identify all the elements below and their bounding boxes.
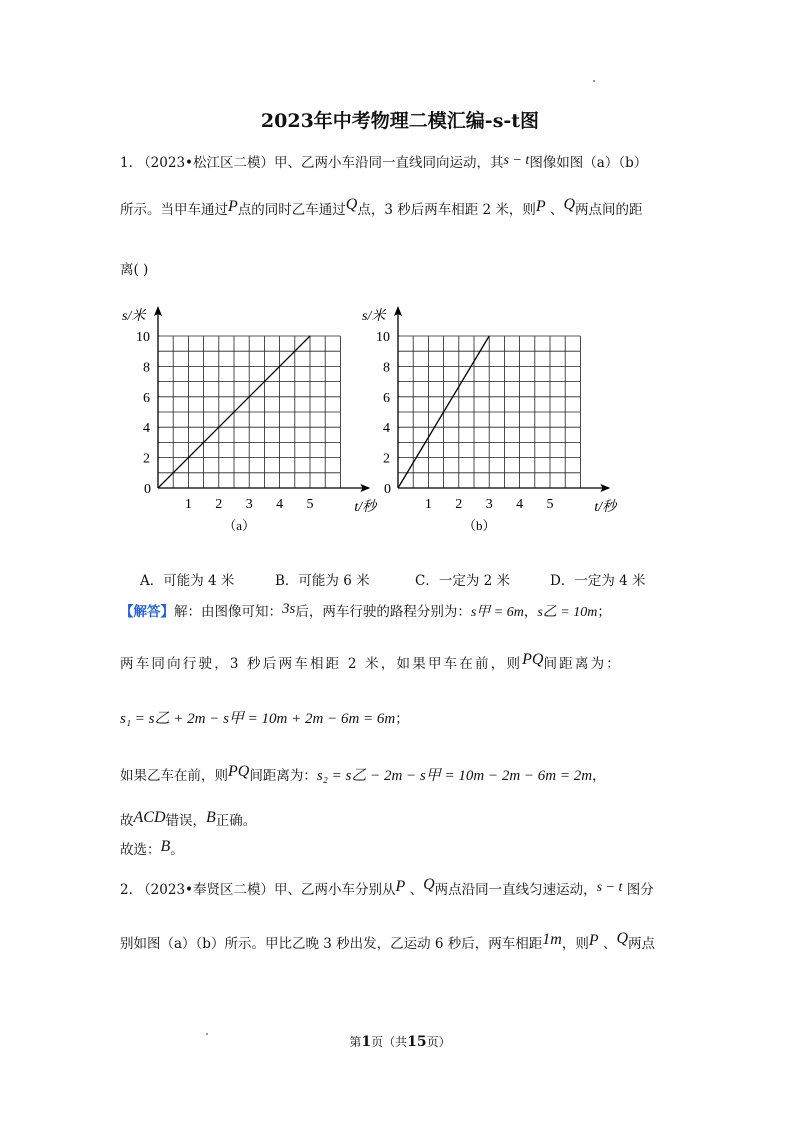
q2-line2: 别如图（a）（b）所示。甲比乙晚 3 秒出发，乙运动 6 秒后，两车相距1m，则P 、Q两点: [120, 930, 655, 952]
y-tick-label: 2: [143, 451, 150, 467]
answer-line4: 如果乙车在前，则PQ间距离为：s₂ = s乙 − 2m − s甲 = 10m − 2m − 6m = 2m，: [120, 763, 606, 784]
y-tick-label: 4: [383, 421, 390, 437]
x-tick-label: 1: [184, 497, 192, 512]
answer-line1: 【解答】解：由图像可知：3s后，两车行驶的路程分别为：s甲 = 6m，s乙 = 10m；: [120, 601, 611, 620]
q2-number: 2.: [120, 882, 133, 898]
q1-source: （2023•松江区二模）: [137, 155, 275, 171]
chart-b: [350, 298, 620, 543]
y-axis-label: s/米: [122, 309, 146, 324]
option-d[interactable]: D．一定为 4 米: [550, 573, 646, 589]
answer-line5: 故ACD错误，B正确。: [120, 809, 257, 829]
q1-line1: 1. （2023•松江区二模）甲、乙两小车沿同一直线同向运动，其s − t图像如图（a）（b）: [120, 153, 648, 171]
x-tick-label: 3: [485, 497, 493, 512]
q1-line3: 离( ): [120, 262, 149, 278]
q2-line1: 2. （2023•奉贤区二模）甲、乙两小车分别从P 、Q两点沿同一直线匀速运动，s − t 图分: [120, 876, 654, 898]
x-axis-label: t/秒: [594, 500, 617, 515]
y-tick-label: 8: [143, 360, 150, 376]
page-title: 2023年中考物理二模汇编-s-t图: [260, 110, 540, 132]
q1-number: 1.: [120, 155, 133, 171]
chart-caption: （b）: [462, 518, 496, 533]
x-tick-label: 5: [306, 497, 314, 512]
x-tick-label: 4: [276, 497, 284, 512]
x-tick-label: 2: [455, 497, 463, 512]
y-tick-label: 6: [143, 390, 150, 406]
y-tick-label: 4: [143, 421, 150, 437]
option-c[interactable]: C．一定为 2 米: [415, 573, 511, 589]
x-tick-label: 4: [516, 497, 524, 512]
y-axis-label: s/米: [362, 309, 386, 324]
x-tick-label: 5: [546, 497, 554, 512]
page-total: 15: [407, 1034, 427, 1050]
answer-tag: 【解答】: [120, 604, 174, 620]
q2-source: （2023•奉贤区二模）: [137, 882, 275, 898]
origin-label: 0: [144, 482, 151, 497]
q1-line2: 所示。当甲车通过P点的同时乙车通过Q点，3 秒后两车相距 2 米，则P 、Q两点间的距: [120, 196, 643, 218]
x-tick-label: 1: [424, 497, 432, 512]
option-a[interactable]: A．可能为 4 米: [140, 573, 235, 589]
y-tick-label: 10: [376, 330, 390, 345]
chart-caption: （a）: [223, 518, 256, 533]
option-b[interactable]: B．可能为 6 米: [275, 573, 370, 589]
answer-line2: 两车同向行驶，3 秒后两车相距 2 米，如果甲车在前，则PQ间距离为：: [120, 651, 622, 672]
page-number: 1: [361, 1034, 372, 1050]
x-tick-label: 3: [245, 497, 253, 512]
y-tick-label: 10: [136, 330, 150, 345]
x-axis-label: t/秒: [354, 500, 377, 515]
y-tick-label: 2: [383, 451, 390, 467]
page-footer: 第1页（共15页）: [349, 1034, 451, 1050]
origin-label: 0: [384, 482, 391, 497]
y-tick-label: 6: [383, 390, 390, 406]
chart-a: [110, 298, 380, 543]
answer-line6: 故选：B。: [120, 838, 184, 858]
x-tick-label: 2: [215, 497, 223, 512]
y-tick-label: 8: [383, 360, 390, 376]
answer-eq1: s₁ = s乙 + 2m − s甲 = 10m + 2m − 6m = 6m；: [120, 711, 409, 727]
scan-dot: [593, 80, 595, 82]
